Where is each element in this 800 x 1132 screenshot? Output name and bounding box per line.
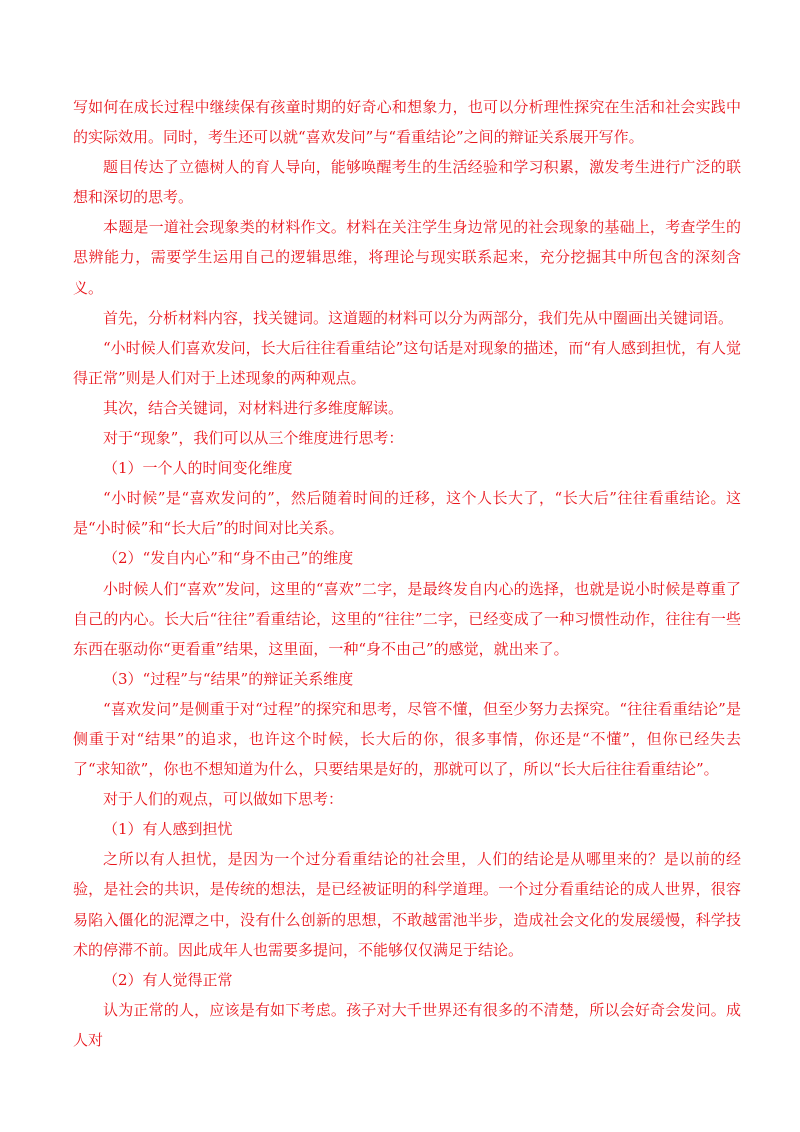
document-body (73, 92, 741, 1055)
paragraph: 其次，结合关键词，对材料进行多维度解读。 (103, 398, 404, 417)
paragraph: 认为正常的人，应该是有如下考虑。孩子对大千世界还有很多的不清楚，所以会好奇会发问。成人对 (73, 1000, 741, 1049)
paragraph: 首先，分析材料内容，找关键词。这道题的材料可以分为两部分，我们先从中圈画出关键词语。 (103, 308, 734, 327)
section-heading: （2）“发自内心”和“身不由己”的维度 (103, 549, 354, 568)
paragraph: 对于人们的观点，可以做如下思考： (103, 790, 344, 809)
paragraph: 写如何在成长过程中继续保有孩童时期的好奇心和想象力，也可以分析理性探究在生活和社会实践中的实际效用。同时，考生还可以就“喜欢发问”与“看重结论”之间的辩证关系展开写作。 (73, 98, 741, 147)
paragraph: 对于“现象”，我们可以从三个维度进行思考： (103, 429, 404, 448)
paragraph: 之所以有人担忧，是因为一个过分看重结论的社会里，人们的结论是从哪里来的？是以前的经验，是社会的共识，是传统的想法，是已经被证明的科学道理。一个过分看重结论的成人世界，很容易陷入僵化的泥潭之中，没有什么创新的思想，不敢越雷池半步，造成社会文化的发展缓慢，科学技术的停滞不前。因此成年人也需要多提问，不能够仅仅满足于结论。 (73, 850, 741, 959)
paragraph: “喜欢发问”是侧重于对“过程”的探究和思考，尽管不懂，但至少努力去探究。“往往看重结论”是侧重于对“结果”的追求，也许这个时候，长大后的你，很多事情，你还是“不懂”，但你已经失去了“求知欲”，你也不想知道为什么，只要结果是好的，那就可以了，所以“长大后往往看重结论”。 (73, 699, 741, 779)
section-heading: （1）一个人的时间变化维度 (103, 459, 293, 478)
paragraph: 题目传达了立德树人的育人导向，能够唤醒考生的生活经验和学习积累，激发考生进行广泛的联想和深切的思考。 (73, 158, 741, 207)
paragraph: “小时候人们喜欢发问，长大后往往看重结论”这句话是对现象的描述，而“有人感到担忧，有人觉得正常”则是人们对于上述现象的两种观点。 (73, 338, 742, 387)
paragraph: 本题是一道社会现象类的材料作文。材料在关注学生身边常见的社会现象的基础上，考查学生的思辨能力，需要学生运用自己的逻辑思维，将理论与现实联系起来，充分挖掘其中所包含的深刻含义。 (73, 218, 741, 297)
section-heading: （1）有人感到担忧 (103, 820, 233, 839)
section-heading: （2）有人觉得正常 (103, 970, 233, 989)
section-heading: （3）“过程”与“结果”的辩证关系维度 (103, 669, 354, 688)
paragraph: “小时候”是“喜欢发问的”，然后随着时间的迁移，这个人长大了，“长大后”往往看重结论。这是“小时候”和“长大后”的时间对比关系。 (73, 489, 741, 538)
paragraph: 小时候人们“喜欢”发问，这里的“喜欢”二字，是最终发自内心的选择，也就是说小时候是尊重了自己的内心。长大后“往往”看重结论，这里的“往往”二字，已经变成了一种习惯性动作，往往有一些东西在驱动你“更看重”结果，这里面，一种“身不由己”的感觉，就出来了。 (73, 579, 741, 658)
